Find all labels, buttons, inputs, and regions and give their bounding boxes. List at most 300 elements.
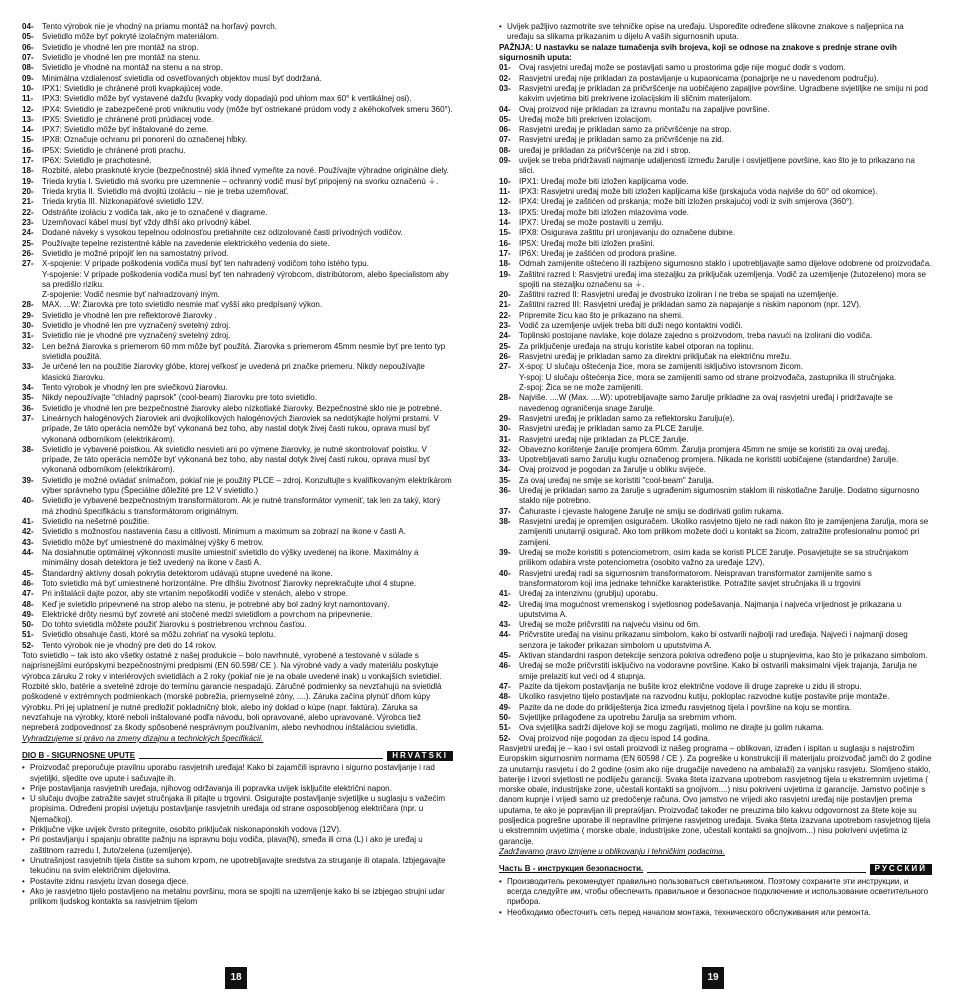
item-text: Upotrebljavati samo žarulju kuglu označenog promjera. Nikada ne koristiti uobičajene (standardne) žarulje. xyxy=(519,455,899,465)
item-text: Svietidlo obsahuje časti, ktoré sa môžu zohriať na vysokú teplotu. xyxy=(42,630,276,640)
item-number: 51- xyxy=(22,630,34,640)
item-number: 34- xyxy=(22,382,34,392)
symbol-item xyxy=(22,331,453,341)
symbol-item xyxy=(499,600,932,621)
item-text: Svietidlo môže byť pokryté izolačným materiálom. xyxy=(42,32,219,42)
item-number: 01- xyxy=(499,63,511,73)
item-number: 26- xyxy=(22,248,34,258)
bullet-text: Unutrašnjost rasvjetnih tijela čistite sa suhom krpom, ne upotrebljavajte sredstva za struganje ili otapala. Izbjegavajte tekućinu na svim električnim dijelovima. xyxy=(30,856,446,876)
symbol-item xyxy=(499,548,932,569)
item-text: Ovaj proizvod nije prikladan za izravnu montažu na zapaljive površine. xyxy=(519,104,770,114)
section-rule xyxy=(139,758,383,759)
item-number: 18- xyxy=(499,259,511,269)
item-text: IPX3: Svietidlo môže byť vystavené dažďu (kvapky vody dopadajú pod uhlom max 60° k vertikálnej osi). xyxy=(42,94,412,104)
symbol-item xyxy=(499,383,932,393)
symbol-item xyxy=(499,146,932,156)
item-number: 21- xyxy=(22,197,34,207)
symbol-item xyxy=(22,177,453,187)
item-text: Do tohto svietidla môžete použiť žiarovku s postriebrenou vrchnou časťou. xyxy=(42,620,307,630)
safety-bullet xyxy=(22,887,453,908)
item-number: 37- xyxy=(499,506,511,516)
intro-bullet: • Uvijek pažljivo razmotrite sve tehničke opise na uređaju. Uspoređite određene slikovne znakove s naljepnica na uređaju sa slikama prikazanim u dijelu A vaših sigurnosnih uputa. xyxy=(499,22,904,42)
item-number: 06- xyxy=(22,42,34,52)
item-text: Rasvjetni uređaj je prikladan za pričvršćenje na uobičajeno zapaljive površine. Ugradbene svjetiljke ne smiju ni pod kakvim uvjetima biti prekrivene izolacijskim ili sličnim materijalom. xyxy=(519,83,928,104)
item-text: Svietidlo je možné pripojiť len na samostatný prívod. xyxy=(42,248,229,258)
bullet-dot-icon: • xyxy=(22,763,25,773)
item-number: 04- xyxy=(499,104,511,114)
item-text: Rasvjetni uređaj radi sa sigurnosnim transformatorom. Neispravan transformator zamijenite samo s transformatorom koji ima jednake tehničke karakteristike. Potražite savjet stručnjaka ili u trgovini xyxy=(519,568,872,588)
item-number: 31- xyxy=(499,434,511,444)
bullet-text: Postavite zidnu rasvjetu izvan dosega djece. xyxy=(30,876,189,886)
item-text: IPX1: Uređaj može biti izložen kapljicama vode. xyxy=(519,176,689,186)
item-text: IPX7: Uređaj se može postaviti u zemlju. xyxy=(519,217,664,227)
item-number: 05- xyxy=(499,114,511,124)
item-number: 12- xyxy=(22,104,34,114)
bullet-dot-icon: • xyxy=(22,886,25,896)
item-number: 36- xyxy=(499,486,511,496)
item-number: 51- xyxy=(499,723,511,733)
symbol-item xyxy=(22,610,453,620)
symbol-item xyxy=(499,197,932,207)
slovak-reserved-note: Vyhradzujeme si právo na zmeny dizajnu a technických špecifikácií. xyxy=(22,733,264,743)
item-text: Rasvjetni uređaj je prikladan samo za PLCE žarulje. xyxy=(519,424,705,434)
symbol-item xyxy=(499,445,932,455)
item-text: Y-spoj: U slučaju oštećenja žice, mora se zamijeniti samo od strane proizvođača, zastupnika ili stručnjaka. xyxy=(519,372,897,382)
item-text: Pazite da tijekom postavljanja ne bušite kroz električne vodove ili druge zapreke u zidu ili stropu. xyxy=(519,682,862,691)
symbol-item xyxy=(22,300,453,310)
item-number: 43- xyxy=(22,537,34,547)
item-number: 29- xyxy=(499,413,511,423)
item-number: 23- xyxy=(499,321,511,331)
item-number: 16- xyxy=(22,145,34,155)
symbol-item xyxy=(22,218,453,228)
item-text: Svietidlo je vybavené poistkou. Ak svietidlo nesvieti ani po výmene žiarovky, je nutné skontrolovať poistku. V prípade, že táto operácia nemôže byť vykonaná bez toho, aby nastal dotyk živej časti rukou, oprava musí byť vykonaná odborníkom (elektrikárom). xyxy=(42,444,431,475)
item-text: Tento výrobok nie je vhodný na priamu montáž na horľavý povrch. xyxy=(42,22,277,31)
item-text: Svietidlo je vhodné len pre bezpečnostné žiarovky alebo nízkotlaké žiarovky. Bezpečnostné sklo nie je potrebné. xyxy=(42,403,442,413)
page-number-left: 18 xyxy=(225,967,247,989)
item-text: Svjetiljke prilagođene za upotrebu žarulja sa srebrnim vrhom. xyxy=(519,712,737,722)
bullet-text: Производитель рекомендует правильно пользоваться светильником. Поэтому сохраните эти инструкции, и всегда следуйте им, чтобы обеспечить правильное и безопасное подключение и использование осветительного прибора. xyxy=(507,876,929,907)
symbol-item xyxy=(499,290,932,300)
item-number: 32- xyxy=(499,444,511,454)
item-number: 47- xyxy=(499,682,511,691)
symbol-item xyxy=(499,414,932,424)
item-text: Uređaj se može koristiti s potenciometrom, osim kada se koristi PLCE žarulje. Posavjetujte se sa stručnjakom prilikom odabira vrste potenciometra (osobito važno za uređaje 12V). xyxy=(519,547,909,568)
item-number: 18- xyxy=(22,166,34,176)
item-text: Rasvjetni uređaj je opremljen osiguračem. Ukoliko rasvjetno tijelo ne radi nakon što je zamijenjena žarulja, mora se zamijeniti unutarnji osigurač. Ako tom prilikom možete doći u kontakt sa žicom, zatražite profesionalnu pomoć pri zamijeni. xyxy=(519,517,929,547)
symbol-item xyxy=(499,435,932,445)
item-text: Trieda krytia III. Nízkonapäťové svietidlo 12V. xyxy=(42,197,204,207)
bullet-dot-icon: • xyxy=(499,907,502,917)
item-text: Rasvjetni uređaj nije prikladan za PLCE žarulje. xyxy=(519,434,689,444)
item-text: Z-spoj: Žica se ne može zamijeniti. xyxy=(519,382,643,392)
item-text: Svietidlo je vhodné na montáž na stenu a na strop. xyxy=(42,63,223,73)
symbol-item xyxy=(499,218,932,228)
symbol-item xyxy=(499,723,932,733)
symbol-item xyxy=(22,362,453,383)
symbol-item xyxy=(22,249,453,259)
russian-safety-bullets xyxy=(499,877,932,918)
item-text: Svietidlo môže byť umiestnené do maximálnej výšky 6 metrov. xyxy=(42,537,264,547)
item-number xyxy=(499,383,519,393)
symbol-item xyxy=(22,383,453,393)
symbol-item xyxy=(499,507,932,517)
symbol-item xyxy=(22,548,453,569)
item-text: IPX8: Osigurava zaštitu pri uronjavanju do označene dubine. xyxy=(519,228,736,238)
symbol-item xyxy=(499,270,932,291)
item-number: 21- xyxy=(499,300,511,310)
section-rule xyxy=(647,872,865,873)
symbol-item xyxy=(499,486,932,507)
item-number: 22- xyxy=(22,207,34,217)
item-number: 36- xyxy=(22,403,34,413)
item-text: IP5X: Svietidlo je chránené proti prachu. xyxy=(42,145,186,155)
symbol-item xyxy=(499,63,932,73)
item-text: Svietidlo je možné ovládať snímačom, pokiaľ nie je použitý PLCE – zdroj. Konzultujte s kvalifikovaným elektrikárom výber správneho typu (Špeciálne dôležité pre 12 V svietidlo.) xyxy=(42,475,452,496)
symbol-item xyxy=(499,300,932,310)
symbol-item xyxy=(499,135,932,145)
item-number: 49- xyxy=(22,609,34,619)
item-text: Svietidlo je vybavené bezpečnostným transformátorom. Ak je nutné transformátor vymeniť, tak len za taký, ktorý má zhodnú špecifikáciu s transformátorom originálnym. xyxy=(42,496,441,516)
item-text: Y-spojenie: V prípade poškodenia vodiča musí byť ten nahradený výrobcom, distribútorom, alebo špecialistom aby sa predišlo riziku. xyxy=(42,269,449,289)
symbol-item xyxy=(22,579,453,589)
symbol-item xyxy=(499,342,932,352)
section-header-russian xyxy=(499,864,932,874)
bullet-dot-icon: • xyxy=(22,794,25,804)
item-text: Rasvjetni uređaj je prikladan samo za direktni priključak na električnu mrežu. xyxy=(519,352,792,361)
item-number: 38- xyxy=(499,517,511,526)
item-text: Odmah zamijenite oštećeno ili razbijeno sigurnosno staklo i upotrebljavajte samo dijelove odobrene od proizvođača. xyxy=(519,259,932,269)
item-number: 45- xyxy=(499,651,511,661)
item-text: IP5X: Uređaj može biti izložen prašini. xyxy=(519,238,655,248)
item-number: 43- xyxy=(499,620,511,630)
symbol-item xyxy=(499,569,932,590)
item-number: 02- xyxy=(499,73,511,83)
item-number: 07- xyxy=(22,52,34,62)
item-number: 03- xyxy=(499,83,511,93)
symbol-item xyxy=(22,527,453,537)
item-number: 26- xyxy=(499,352,511,361)
item-number: 35- xyxy=(499,475,511,485)
left-page-column xyxy=(22,22,453,908)
safety-bullet xyxy=(22,835,453,856)
item-number xyxy=(499,373,519,383)
symbol-item xyxy=(22,641,453,651)
item-text: Uređaj se može pričvrstiti isključivo na vodoravne površine. Kako bi ostvarili maksimalni vijek trajanja, žarulja ne smije prelaziti kut veći od 4 stupnja. xyxy=(519,661,918,681)
item-number: 12- xyxy=(499,197,511,207)
symbol-item xyxy=(22,125,453,135)
symbol-item xyxy=(22,630,453,640)
symbol-item xyxy=(22,135,453,145)
item-text: X-spoj: U slučaju oštećenja žice, mora se zamijeniti isključivo istovrsnom žicom. xyxy=(519,362,803,372)
item-text: Rozbité, alebo prasknuté krycie (bezpečnostné) sklá ihneď vymeňte za nové. Používajte výhradne originálne diely. xyxy=(42,166,449,176)
item-text: Svietidlo je vhodné len pre vyznačený svetelný zdroj. xyxy=(42,321,231,331)
safety-bullet xyxy=(22,856,453,877)
item-number: 28- xyxy=(499,393,511,403)
item-number: 15- xyxy=(499,228,511,238)
item-text: MAX. ...W: Žiarovka pre toto svietidlo nesmie mať vyšší ako predpísaný výkon. xyxy=(42,300,323,310)
symbol-item xyxy=(22,146,453,156)
item-text: Uređaj može biti prekriven izolacijom. xyxy=(519,114,653,124)
symbol-item xyxy=(22,321,453,331)
symbol-item xyxy=(499,424,932,434)
item-text: Svietidlo je vhodné len pre reflektorové žiarovky . xyxy=(42,310,217,320)
bullet-text: Необходимо обесточить сеть перед началом монтажа, технического обслуживания или ремонта. xyxy=(507,907,871,917)
symbol-item xyxy=(22,43,453,53)
item-text: Na dosiahnutie optimálnej výkonnosti musíte umiestniť svietidlo do výšky uvedenej na ikone. Maximálny a minimálny dosah detektora je tiež uvedený na ikone v časti A. xyxy=(42,547,419,568)
symbol-item xyxy=(499,393,932,414)
item-text: uređaj je prikladan za pričvršćenje na zid i strop. xyxy=(519,145,691,155)
item-text: Zaštitni razred III: Rasvjetni uređaj je prikladan samo za napajanje s niskim naponom (npr. 12V). xyxy=(519,300,862,310)
item-text: Za ovaj uređaj ne smije se koristiti "cool-beam" žarulja. xyxy=(519,475,714,485)
item-text: Rasvjetni uređaj nije prikladan za postavljanje u kupaonicama (ponajprije ne u navedenom području). xyxy=(519,73,879,83)
item-number: 48- xyxy=(22,599,34,609)
item-number: 17- xyxy=(22,156,34,166)
language-badge: РУССКИЙ xyxy=(870,864,932,874)
symbol-item xyxy=(22,342,453,363)
item-number: 13- xyxy=(22,114,34,124)
bullet-dot-icon: • xyxy=(499,22,502,31)
item-number: 10- xyxy=(22,83,34,93)
item-text: Aktivan standardni raspon detekcije senzora pokriva određeno polje u stupnjevima, kao što je prikazano simbolom. xyxy=(519,651,928,661)
item-text: X-spojenie: V prípade poškodenia vodiča musí byť ten nahradený vodičom toho istého typu. xyxy=(42,259,369,269)
bullet-text: Proizvođač preporučuje pravilnu uporabu rasvjetnih uređaja! Kako bi zajamčili ispravno i sigurno postavljanje i rad svjetiljki, sljedite ove upute i sačuvajte ih. xyxy=(30,763,435,783)
item-number: 31- xyxy=(22,331,34,341)
symbol-item xyxy=(499,476,932,486)
item-number: 52- xyxy=(22,640,34,650)
symbol-item xyxy=(22,476,453,497)
item-number: 16- xyxy=(499,238,511,248)
croatian-reserved-note: Zadržavamo pravo izmjene u oblikovanju i tehničkim podacima. xyxy=(499,847,725,856)
item-text: Elektrické drôty nesmú byť zovreté ani stočené medzi svietidlom a povrchom na pripevnenie. xyxy=(42,609,373,619)
symbol-item xyxy=(22,208,453,218)
symbol-item xyxy=(499,352,932,362)
item-text: Uređaj je prikladan samo za žarulje s ugrađenim sigurnosnim staklom ili niskotlačne žarulje. Dodatno sigurnosno staklo nije potrebno. xyxy=(519,486,920,506)
safety-bullet xyxy=(499,877,932,908)
item-number: 37- xyxy=(22,413,34,423)
croatian-safety-bullets xyxy=(22,763,453,907)
symbol-item xyxy=(22,105,453,115)
item-number: 44- xyxy=(22,547,34,557)
item-text: IPX1: Svietidlo je chránené proti kvapkajúcej vode. xyxy=(42,83,223,93)
section-header-croatian xyxy=(22,751,453,761)
item-text: Keď je svietidlo pripevnené na strop alebo na stenu, je potrebné aby bol zadný kryt namontovaný. xyxy=(42,599,390,609)
item-text: Svietidlo nie je vhodné pre vyznačený svetelný zdroj. xyxy=(42,331,231,341)
item-number: 14- xyxy=(22,125,34,135)
symbol-item xyxy=(499,259,932,269)
item-number: 49- xyxy=(499,702,511,712)
item-text: Za priključenje uređaja na struju koristite kabel otporan na toplinu. xyxy=(519,341,754,351)
item-number: 04- xyxy=(22,22,34,31)
bullet-dot-icon: • xyxy=(22,876,25,886)
bullet-text: U slučaju dvojbe zatražite savjet stručnjaka ili pitajte u trgovini. Osigurajte postavljanje svjetiljke u suglasju s važećim propisima. Određeni propisi uvjetuju postavljanje rasvjetnih uređaja od strane osposobljenog električara (npr. u Njemačkoj). xyxy=(30,794,446,824)
bullet-text: Prije postavljanja rasvjetnih uređaja, njihovog održavanja ili popravka uvijek isključite električni napon. xyxy=(30,783,392,793)
symbol-item xyxy=(499,713,932,723)
symbol-item xyxy=(22,156,453,166)
item-number: 25- xyxy=(22,238,34,248)
bullet-text: Ako je rasvjetno tijelo postavljeno na metalnu površinu, mora se spojiti na uzemljenje kako bi se izbjegao strujni udar prilikom ljudskog kontakta sa rasvjetnim tijelom xyxy=(30,886,445,907)
symbol-item xyxy=(22,74,453,84)
symbol-item xyxy=(22,63,453,73)
item-number: 08- xyxy=(499,145,511,155)
item-text: Len bežná žiarovka s priemerom 60 mm môže byť použitá. Žiarovka s priemerom 45mm nesmie byť pre tento typ svietidla použitá. xyxy=(42,341,446,361)
item-text: Ovaj proizvod nije pogodan za djecu ispod 14 godina. xyxy=(519,733,711,743)
symbol-item xyxy=(22,393,453,403)
item-text: IPX5: Svietidlo je chránené proti prúdiacej vode. xyxy=(42,114,214,124)
symbol-item xyxy=(499,249,932,259)
item-text: Uređaj se može pričvrstiti na najveću visinu od 6m. xyxy=(519,620,701,630)
item-number: 45- xyxy=(22,568,34,578)
item-text: IPX5: Uređaj može biti izložen mlazovima vode. xyxy=(519,207,689,217)
item-number: 20- xyxy=(22,187,34,196)
symbol-item xyxy=(499,239,932,249)
item-text: Štandardný aktívny dosah pokrytia detektorom udávajú stupne uvedené na ikone. xyxy=(42,568,333,578)
item-text: Pazite da ne dode do prikliještenja žica između rasvjetnog tijela i površine na koju se montira. xyxy=(519,702,852,712)
item-number: 46- xyxy=(22,578,34,588)
item-text: Uređaj ima mogućnost vremenskog i svjetlosnog podešavanja. Najmanja i najveća vrijednost je prikazana u uputstvima A. xyxy=(519,599,902,619)
safety-bullet xyxy=(22,794,453,825)
symbol-item xyxy=(499,661,932,682)
symbol-item xyxy=(499,208,932,218)
item-number: 50- xyxy=(22,620,34,630)
bullet-text: Priključne vijke uvijek čvrsto pritegnite, osobito priključak niskonaponskih vodova (12V). xyxy=(30,825,342,835)
item-text: Najviše. ....W (Max. ....W): upotrebljavajte samo žarulje prikladne za ovaj rasvjetni uređaj i pridržavajte se navedenog ograničenja snage žarulje. xyxy=(519,393,893,413)
symbol-item xyxy=(22,404,453,414)
item-number: 38- xyxy=(22,444,34,454)
item-text: Vodič za uzemljenje uvijek treba biti duži nego kontaktni vodiči. xyxy=(519,321,743,331)
symbol-item xyxy=(499,517,932,548)
item-text: IPX4: Uređaj je zaštićen od prskanja; može biti izložen prskajućoj vodi iz svih smjerova (360°). xyxy=(519,197,855,207)
item-number: 30- xyxy=(499,424,511,434)
item-number: 50- xyxy=(499,712,511,722)
section-title: Часть B - инструкция безопасности. xyxy=(499,864,644,874)
bullet-dot-icon: • xyxy=(22,835,25,845)
symbol-item xyxy=(499,331,932,341)
item-text: Svietidlo na nešetrné použitie. xyxy=(42,517,150,526)
item-number: 33- xyxy=(499,455,511,465)
symbol-item xyxy=(499,156,932,177)
item-text: Pripremite žicu kao što je prikazano na shemi. xyxy=(519,310,684,320)
item-number: 08- xyxy=(22,63,34,73)
item-text: Je určené len na použitie žiarovky glóbe, ktorej veľkosť je uvedená pri značke priemeru. Nikdy nepoužívajte klasickú žiarovku. xyxy=(42,362,425,382)
symbol-item xyxy=(499,465,932,475)
symbol-item xyxy=(22,32,453,42)
item-text: Zaštitni razred II: Rasvjetni uređaj je dvostruko izoliran i ne treba se spajati na uzemljenje. xyxy=(519,290,839,300)
item-number: 10- xyxy=(499,176,511,186)
croatian-symbol-list xyxy=(499,63,932,744)
item-number: 25- xyxy=(499,341,511,351)
symbol-item xyxy=(22,22,453,32)
croatian-warranty-text: Rasvjetni uređaj je – kao i svi ostali proizvodi iz našeg programa – oblikovan, izrađen i ispitan u suglasju s najstrožim Europskim sigurnosnim normama (EN 60598 / CE ). Za pogreške u konstrukciji ili materijalu proizvođač jamči do 2 godine za unutarnju rasvjetu i do 2 godine (osim ako nije drugačije navedeno na ambalaži) za vanjsku rasvjetu. Slomljeno staklo, baterije i izvori svjetlosti ne podliježu garanciji. Svaka šteta izazvana upotrebom rasvjetnog tijela u ekstremnim uvjetima ( morske obale, industrijske zone, učestali kontakti sa gnojivom....) nisu pokriveni uvjetima iz garancije. Jamstvo počinje s danom kupnje i vrijedi samo uz predočenje računa. Ovo jamstvo ne vrijedi ako rasvjetni uređaj nije postavljen prema uputama, te ako je popravljan ili preprav̀ljan. Proizvođač također ne preuzima bilo kakvu odgovornost za štete koje su posljedica pogrešne uporabe ili nepravilne primjene rasvjetnog uređaja. Svaka šteta izazvana upotrebom rasvjetnog tijela u ekstremnim uvjetima ( morske obale, industrijske zone, učestali kontakti sa gnojivom...) nisu pokriveni uvjetima iz garancije. xyxy=(499,743,932,846)
item-number: 28- xyxy=(22,300,34,310)
item-text: Odstráňte izoláciu z vodiča tak, ako je to označené v diagrame. xyxy=(42,207,268,217)
symbol-item xyxy=(499,703,932,713)
bullet-dot-icon: • xyxy=(22,856,25,865)
item-text: IPX3: Rasvjetni uređaj može biti izložen kapljicama kiše (prskajuća voda najviše do 60° od okomice). xyxy=(519,187,878,196)
symbol-item xyxy=(22,538,453,548)
item-number: 52- xyxy=(499,733,511,743)
symbol-item xyxy=(499,362,932,372)
item-number: 47- xyxy=(22,589,34,599)
right-page-column xyxy=(499,22,932,918)
safety-bullet xyxy=(22,784,453,794)
symbol-item xyxy=(499,692,932,702)
symbol-item xyxy=(499,630,932,651)
symbol-item xyxy=(22,589,453,599)
item-number: 07- xyxy=(499,135,511,145)
item-number: 20- xyxy=(499,290,511,300)
symbol-item xyxy=(499,311,932,321)
symbol-explanation-note: PAŽNJA: U nastavku se nalaze tumačenja svih brojeva, koji se odnose na znakove s prednje strane ovih sigurnosnih uputa: xyxy=(499,42,897,62)
item-number: 13- xyxy=(499,207,511,217)
symbol-item xyxy=(22,517,453,527)
item-text: Rasvjetni uređaj je prikladan samo za pričvršćenje na strop. xyxy=(519,125,732,135)
symbol-item xyxy=(22,187,453,197)
item-number: 29- xyxy=(22,310,34,320)
symbol-item xyxy=(22,239,453,249)
item-number: 41- xyxy=(22,517,34,526)
item-number: 48- xyxy=(499,692,511,702)
symbol-item xyxy=(22,496,453,517)
item-number: 11- xyxy=(22,94,34,104)
item-number: 39- xyxy=(22,475,34,485)
symbol-item xyxy=(22,600,453,610)
item-text: Ukoliko rasvjetno tijelo postavljate na razvodnu kutiju, pokloplac razvodne kutije postavite prije montaže. xyxy=(519,692,890,702)
symbol-item xyxy=(22,311,453,321)
item-number: 46- xyxy=(499,661,511,671)
item-number: 23- xyxy=(22,217,34,227)
item-number: 27- xyxy=(499,362,511,372)
slovak-warranty-text: Toto svietidlo – tak isto ako všetky ostatné z našej produkcie – bolo navrhnuté, vyrobené a testované v súlade s najprísnejšími európskymi bezpečnostnými predpismi (EN 60.598/ CE ). Na výrobné vady a vady materiálu poskytuje výrobca záruku 2 roky v interiérových svietidlách a 2 roky (pokiaľ nie je na obale uvedené inak) u vonkajších svietidiel. Rozbité sklo, batérie a svetelné zdroje do termínu garancie nespadajú. Záručné podmienky sa nevzťahujú na svietidlá poškodené v extrémnych podmienkach (morské pobrežia, priemyselné zóny, ....). Záruka začína plynúť dňom kúpy výrobku. Pri jej uplatnení je nutné predložiť pokladničný blok, alebo iný doklad o kúpe (napr. faktúra). Záruka sa nevzťahuje na výrobky, ktoré neboli inštalované podľa návodu, boli opravované, alebo upravované. Výrobca tiež nepreberá zodpovednosť za škody spôsobené nesprávnym používaním, alebo nevhodnou inštaláciou svietidla. xyxy=(22,651,442,733)
item-number: 11- xyxy=(499,187,511,196)
item-text: Minimálna vzdialenosť svietidla od osvetľovaných objektov musí byť dodržaná. xyxy=(42,73,322,83)
symbol-item xyxy=(22,270,453,291)
item-text: IP6X: Uređaj je zaštićen od prodora prašine. xyxy=(519,248,677,258)
symbol-item xyxy=(499,321,932,331)
item-text: Tento výrobok je vhodný len pre sviečkovú žiarovku. xyxy=(42,382,228,392)
page-number-right: 19 xyxy=(702,967,724,989)
bullet-dot-icon: • xyxy=(22,783,25,793)
symbol-item xyxy=(499,177,932,187)
item-number: 27- xyxy=(22,259,34,269)
symbol-item xyxy=(22,53,453,63)
item-text: Zaštitni razred I: Rasvjetni uređaj ima stezaljku za priključak uzemljenja. Vodič za uzemljenje (žutozeleno) mora se spojiti na stezaljku označenu sa ⏚. xyxy=(519,269,926,289)
symbol-item xyxy=(499,84,932,105)
symbol-item xyxy=(22,569,453,579)
item-number: 19- xyxy=(22,176,34,186)
item-text: IPX7: Svietidlo môže byť inštalované do zeme. xyxy=(42,125,209,135)
symbol-item xyxy=(22,197,453,207)
item-number: 17- xyxy=(499,248,511,258)
symbol-item xyxy=(499,187,932,197)
item-text: Nikdy nepoužívajte "chladný paprsok" (cool-beam) žiarovku pre toto svietidlo. xyxy=(42,393,317,403)
item-text: Svietidlo je vhodné len pre montáž na stenu. xyxy=(42,52,201,62)
item-text: Pri inštalácii dajte pozor, aby ste vrtaním nepoškodili vodiče v stenách, alebo v strope. xyxy=(42,589,348,599)
item-text: Rasvjetni uređaj je prikladan samo za pričvršćenje na zid. xyxy=(519,135,724,145)
symbol-item xyxy=(22,84,453,94)
safety-bullet xyxy=(22,763,453,784)
symbol-item xyxy=(499,105,932,115)
safety-bullet xyxy=(499,908,932,918)
item-number: 19- xyxy=(499,269,511,279)
symbol-item xyxy=(499,228,932,238)
item-number: 14- xyxy=(499,217,511,227)
symbol-item xyxy=(499,115,932,125)
symbol-item xyxy=(22,290,453,300)
item-number: 05- xyxy=(22,32,34,42)
item-text: Rasvjetni uređaj je prikladan samo za reflektorsku žarulju(e). xyxy=(519,413,735,423)
item-text: IPX8: Označuje ochranu pri ponorení do označenej hĺbky. xyxy=(42,135,248,145)
